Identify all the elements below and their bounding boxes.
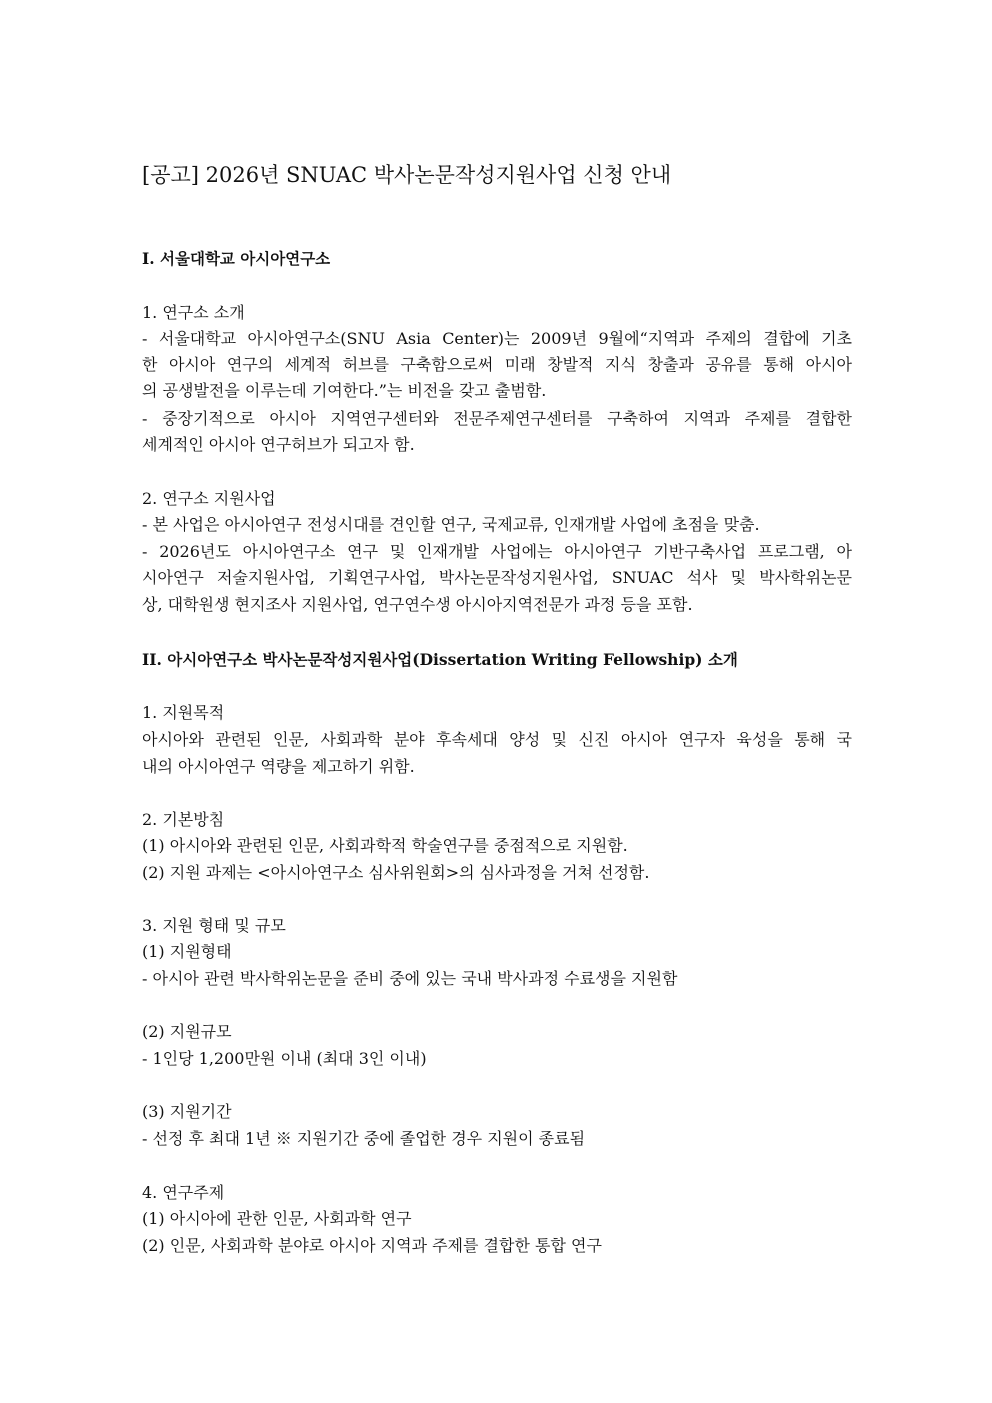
subsection-heading: 1. 연구소 소개: [142, 303, 245, 322]
paragraph-line: 의 공생발전을 이루는데 기여한다.”는 비전을 갖고 출범함.: [142, 381, 547, 400]
paragraph-line: - 본 사업은 아시아연구 전성시대를 견인할 연구, 국제교류, 인재개발 사업에 초점을 맞춤.: [142, 515, 760, 534]
paragraph-line: - 아시아 관련 박사학위논문을 준비 중에 있는 국내 박사과정 수료생을 지원함: [142, 969, 678, 988]
paragraph-line: 아시아와 관련된 인문, 사회과학 분야 후속세대 양성 및 신진 아시아 연구자 육성을 통해 국: [142, 730, 852, 749]
list-item: (3) 지원기간: [142, 1102, 232, 1121]
paragraph-line: - 중장기적으로 아시아 지역연구센터와 전문주제연구센터를 구축하여 지역과 주제를 결합한: [142, 409, 852, 428]
paragraph-line: 내의 아시아연구 역량을 제고하기 위함.: [142, 757, 415, 776]
list-item: (1) 아시아와 관련된 인문, 사회과학적 학술연구를 중점적으로 지원함.: [142, 836, 628, 855]
list-item: (1) 아시아에 관한 인문, 사회과학 연구: [142, 1209, 412, 1228]
list-item: (2) 지원규모: [142, 1022, 232, 1041]
subsection-heading: 2. 기본방침: [142, 810, 225, 829]
section-1-heading: I. 서울대학교 아시아연구소: [142, 249, 331, 268]
paragraph-line: - 2026년도 아시아연구소 연구 및 인재개발 사업에는 아시아연구 기반구축사업 프로그램, 아: [142, 542, 852, 561]
section-2-heading: II. 아시아연구소 박사논문작성지원사업(Dissertation Writing Fellowship) 소개: [142, 650, 738, 669]
paragraph-line: 시아연구 저술지원사업, 기획연구사업, 박사논문작성지원사업, SNUAC 석사 및 박사학위논문: [142, 568, 852, 587]
paragraph-line: - 선정 후 최대 1년 ※ 지원기간 중에 졸업한 경우 지원이 종료됨: [142, 1129, 586, 1148]
paragraph-line: - 서울대학교 아시아연구소(SNU Asia Center)는 2009년 9월에“지역과 주제의 결합에 기초: [142, 329, 852, 348]
paragraph-line: - 1인당 1,200만원 이내 (최대 3인 이내): [142, 1049, 427, 1068]
subsection-heading: 2. 연구소 지원사업: [142, 489, 276, 508]
subsection-heading: 1. 지원목적: [142, 703, 225, 722]
list-item: (1) 지원형태: [142, 942, 232, 961]
list-item: (2) 지원 과제는 <아시아연구소 심사위원회>의 심사과정을 거쳐 선정함.: [142, 863, 650, 882]
paragraph-line: 한 아시아 연구의 세계적 허브를 구축함으로써 미래 창발적 지식 창출과 공유를 통해 아시아: [142, 355, 852, 374]
paragraph-line: 상, 대학원생 현지조사 지원사업, 연구연수생 아시아지역전문가 과정 등을 포함.: [142, 595, 693, 614]
subsection-heading: 4. 연구주제: [142, 1183, 225, 1202]
list-item: (2) 인문, 사회과학 분야로 아시아 지역과 주제를 결합한 통합 연구: [142, 1236, 602, 1255]
subsection-heading: 3. 지원 형태 및 규모: [142, 916, 286, 935]
page-title: [공고] 2026년 SNUAC 박사논문작성지원사업 신청 안내: [142, 163, 672, 187]
paragraph-line: 세계적인 아시아 연구허브가 되고자 함.: [142, 435, 415, 454]
